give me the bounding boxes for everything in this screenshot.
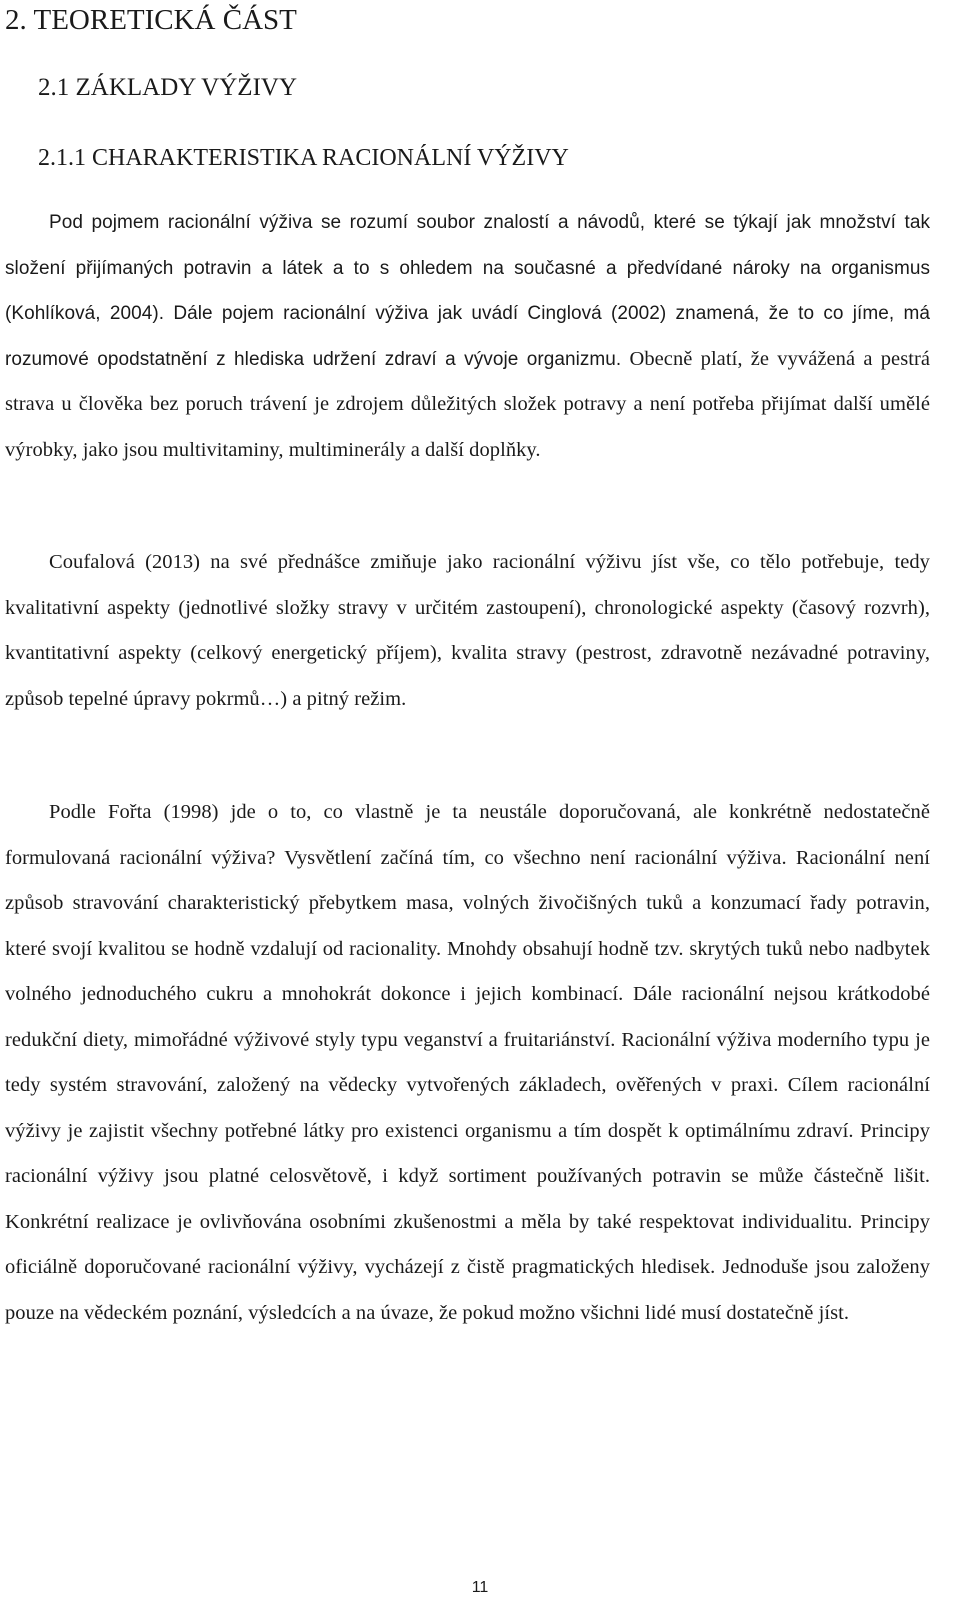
paragraph-1-part-1: Pod pojmem racionální výživa se rozumí soubor znalostí a návodů, které se týkají jak množství tak složení přijímaných potravin a látek a to s ohledem na současné a předvídané nároky na organismus (Kohlíková, 2004). Dále pojem racionální výživa jak uvádí Cinglová (2002) znamená, že to co jíme, má rozumové opodstatnění z hlediska udržení zdraví a vývoje organizmu. [5, 212, 930, 370]
subsection-heading: 2.1.1 CHARAKTERISTIKA RACIONÁLNÍ VÝŽIVY [38, 145, 569, 171]
chapter-heading: 2. TEORETICKÁ ČÁST [5, 4, 297, 36]
paragraph-2: Coufalová (2013) na své přednášce zmiňuje jako racionální výživu jíst vše, co tělo potřebuje, tedy kvalitativní aspekty (jednotlivé složky stravy v určitém zastoupení), chronologické aspekty (časový rozvrh), kvantitativní aspekty (celkový energetický příjem), kvalita stravy (pestrost, zdravotně nezávadné potraviny, způsob tepelné úpravy pokrmů…) a pitný režim. [5, 551, 930, 710]
page-number: 11 [471, 1579, 489, 1596]
paragraph-1 [5, 200, 930, 473]
paragraph-1-part-2: Obecně platí, že vyvážená a pestrá strava u člověka bez poruch trávení je zdrojem důležitých složek potravy a není potřeba přijímat další umělé výrobky, jako jsou multivitaminy, multiminerály a další doplňky. [5, 347, 930, 461]
paragraph-3: Podle Fořta (1998) jde o to, co vlastně je ta neustále doporučovaná, ale konkrétně nedostatečně formulovaná racionální výživa? Vysvětlení začíná tím, co všechno není racionální výživa. Racionální není způsob stravování charakteristický přebytkem masa, volných živočišných tuků a konzumací řady potravin, které svojí kvalitou se hodně vzdalují od racionality. Mnohdy obsahují hodně tzv. skrytých tuků nebo nadbytek volného jednoduchého cukru a mnohokrát dokonce i jejich kombinací. Dále racionální nejsou krátkodobé redukční diety, mimořádné výživové styly typu veganství a fruitariánství. Racionální výživa moderního typu je tedy systém stravování, založený na vědecky vytvořených základech, ověřených v praxi. Cílem racionální výživy je zajistit všechny potřebné látky pro existenci organismu a tím dospět k optimálnímu zdraví. Principy racionální výživy jsou platné celosvětově, i když sortiment používaných potravin se může částečně lišit. Konkrétní realizace je ovlivňována osobními zkušenostmi a měla by také respektovat individualitu. Principy oficiálně doporučované racionální výživy, vycházejí z čistě pragmatických hledisek. Jednoduše jsou založeny pouze na vědeckém poznání, výsledcích a na úvaze, že pokud možno všichni lidé musí dostatečně jíst. [5, 801, 930, 1324]
section-heading: 2.1 ZÁKLADY VÝŽIVY [38, 74, 297, 101]
